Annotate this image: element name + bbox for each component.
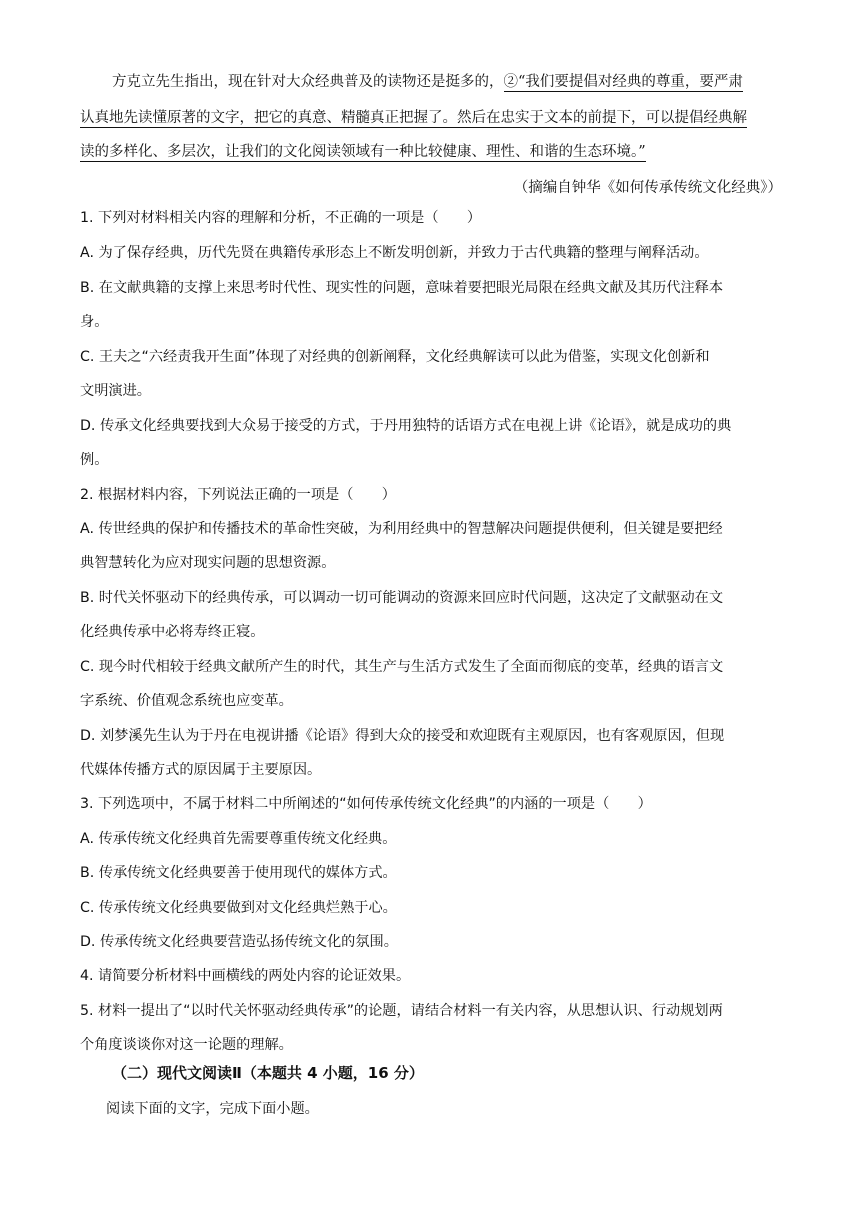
- question-1-stem: 1. 下列对材料相关内容的理解和分析，不正确的一项是（ ）: [80, 210, 482, 226]
- question-1-option-d: D. 传承文化经典要找到大众易于接受的方式，于丹用独特的话语方式在电视上讲《论语》，就是成功的典: [80, 418, 732, 434]
- question-1-option-d-cont: 例。: [80, 452, 109, 468]
- question-3-stem: 3. 下列选项中，不属于材料二中所阐述的“如何传承传统文化经典”的内涵的一项是（ ）: [80, 796, 652, 812]
- question-5-stem-cont: 个角度谈谈你对这一论题的理解。: [80, 1037, 293, 1053]
- question-2-option-a-cont: 典智慧转化为应对现实问题的思想资源。: [80, 555, 336, 571]
- question-2-stem: 2. 根据材料内容，下列说法正确的一项是（ ）: [80, 487, 396, 503]
- underlined-quote-middle: 认真地先读懂原著的文字，把它的真意、精髓真正把握了。然后在忠实于文本的前提下，可以提倡经典解: [80, 110, 747, 126]
- intro-line-1: [112, 72, 832, 92]
- question-2-option-c: C. 现今时代相较于经典文献所产生的时代，其生产与生活方式发生了全面而彻底的变革，经典的语言文: [80, 659, 724, 675]
- question-1-option-a: A. 为了保存经典，历代先贤在典籍传承形态上不断发明创新，并致力于古代典籍的整理与阐释活动。: [80, 245, 709, 261]
- source-citation: （摘编自钟华《如何传承传统文化经典》）: [513, 180, 782, 196]
- question-1-option-b: B. 在文献典籍的支撑上来思考时代性、现实性的问题，意味着要把眼光局限在经典文献及其历代注释本: [80, 280, 724, 296]
- question-5-stem: 5. 材料一提出了“以时代关怀驱动经典传承”的论题，请结合材料一有关内容，从思想认识、行动规划两: [80, 1003, 723, 1019]
- intro-line-1-text: 方克立先生指出，现在针对大众经典普及的读物还是挺多的，: [112, 74, 504, 90]
- question-4-stem: 4. 请简要分析材料中画横线的两处内容的论证效果。: [80, 968, 411, 984]
- question-2-option-d: D. 刘梦溪先生认为于丹在电视讲播《论语》得到大众的接受和欢迎既有主观原因，也有客观原因，但现: [80, 728, 725, 744]
- question-2-option-b: B. 时代关怀驱动下的经典传承，可以调动一切可能调动的资源来回应时代问题，这决定了文献驱动在文: [80, 590, 724, 606]
- question-2-option-c-cont: 字系统、价值观念系统也应变革。: [80, 693, 293, 709]
- section-heading: （二）现代文阅读Ⅱ（本题共 4 小题，16 分）: [112, 1064, 424, 1082]
- section-instruction: 阅读下面的文字，完成下面小题。: [106, 1101, 319, 1117]
- question-2-option-a: A. 传世经典的保护和传播技术的革命性突破，为利用经典中的智慧解决问题提供便利，但关键是要把经: [80, 521, 723, 537]
- question-1-option-c-cont: 文明演进。: [80, 383, 151, 399]
- intro-line-3: [80, 142, 800, 162]
- question-3-option-b: B. 传承传统文化经典要善于使用现代的媒体方式。: [80, 865, 397, 881]
- question-3-option-c: C. 传承传统文化经典要做到对文化经典烂熟于心。: [80, 900, 397, 916]
- question-1-option-b-cont: 身。: [80, 314, 109, 330]
- underlined-quote-start: ②“我们要提倡对经典的尊重，要严肃: [503, 74, 743, 90]
- intro-line-2: [80, 108, 800, 128]
- question-3-option-d: D. 传承传统文化经典要营造弘扬传统文化的氛围。: [80, 934, 398, 950]
- question-1-option-c: C. 王夫之“六经责我开生面”体现了对经典的创新阐释，文化经典解读可以此为借鉴，实现文化创新和: [80, 349, 710, 365]
- question-2-option-d-cont: 代媒体传播方式的原因属于主要原因。: [80, 762, 322, 778]
- underlined-quote-end: 读的多样化、多层次，让我们的文化阅读领域有一种比较健康、理性、和谐的生态环境。”: [80, 144, 646, 160]
- question-2-option-b-cont: 化经典传承中必将寿终正寝。: [80, 624, 265, 640]
- question-3-option-a: A. 传承传统文化经典首先需要尊重传统文化经典。: [80, 831, 397, 847]
